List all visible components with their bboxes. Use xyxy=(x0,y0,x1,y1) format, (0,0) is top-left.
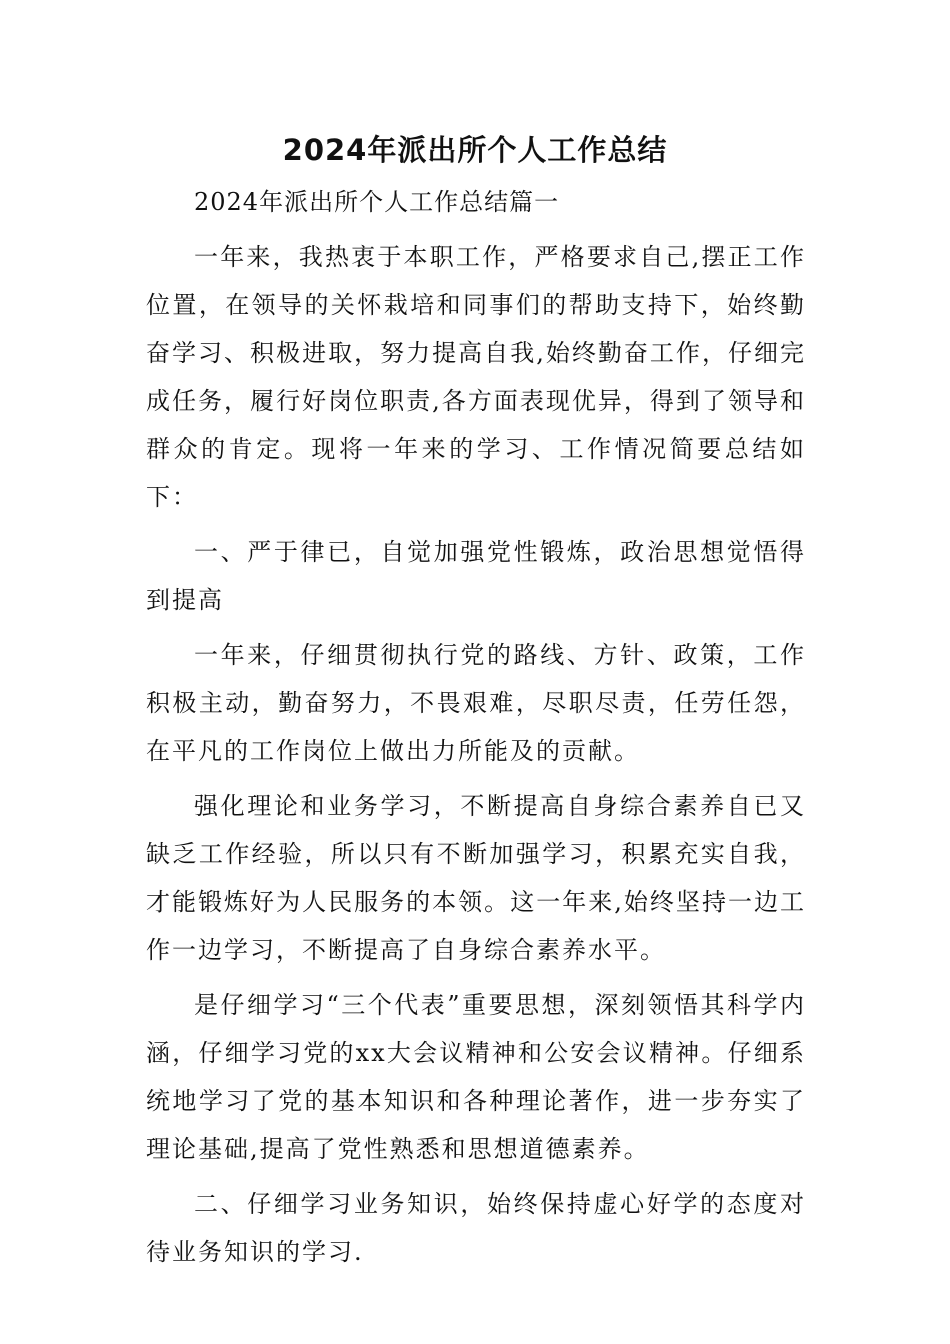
paragraph-intro: 一年来，我热衷于本职工作，严格要求自己,摆正工作位置，在领导的关怀栽培和同事们的帮助支持下，始终勤奋学习、积极进取，努力提高自我,始终勤奋工作，仔细完成任务，履行好岗位职责,各方面表现优异，得到了领导和群众的肯定。现将一年来的学习、工作情况简要总结如下： xyxy=(146,243,806,511)
paragraph-theory: 是仔细学习“三个代表”重要思想，深刻领悟其科学内涵，仔细学习党的xx大会议精神和公安会议精神。仔细系统地学习了党的基本知识和各种理论著作，进一步夯实了理论基础,提高了党性熟悉和思想道德素养。 xyxy=(146,991,806,1163)
document-body xyxy=(146,178,806,1283)
paragraph-heading-two: 二、仔细学习业务知识，始终保持虚心好学的态度对待业务知识的学习. xyxy=(146,1190,806,1266)
paragraph-work: 一年来，仔细贯彻执行党的路线、方针、政策，工作积极主动，勤奋努力，不畏艰难，尽职尽责，任劳任怨，在平凡的工作岗位上做出力所能及的贡献。 xyxy=(146,641,806,765)
document-title: 2024年派出所个人工作总结 xyxy=(282,133,668,167)
paragraph-study: 强化理论和业务学习，不断提高自身综合素养自已又缺乏工作经验，所以只有不断加强学习，积累充实自我，才能锻炼好为人民服务的本领。这一年来,始终坚持一边工作一边学习，不断提高了自身综合素养水平。 xyxy=(146,792,806,964)
paragraph-heading-one: 一、严于律已，自觉加强党性锻炼，政治思想觉悟得到提高 xyxy=(146,538,806,614)
section-heading: 2024年派出所个人工作总结篇一 xyxy=(194,188,560,216)
